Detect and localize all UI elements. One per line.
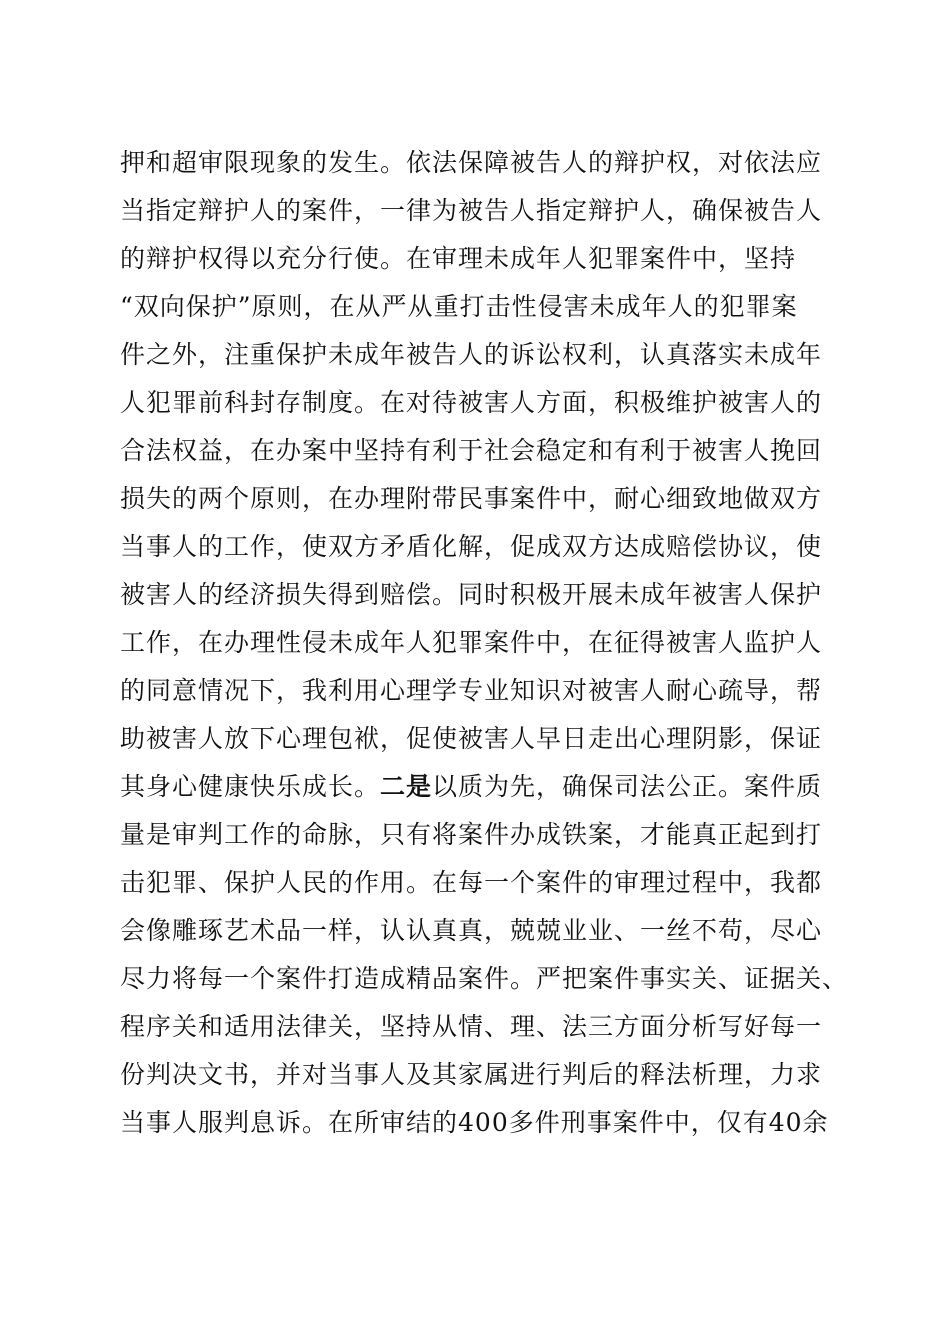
text-line: 的辩护权得以充分行使。在审理未成年人犯罪案件中，坚持 [120,244,797,273]
text-line: 击犯罪、保护人民的作用。在每一个案件的审理过程中，我都 [120,868,823,897]
text-line: 合法权益，在办案中坚持有利于社会稳定和有利于被害人挽回 [120,436,823,465]
text-line: 程序关和适用法律关，坚持从情、理、法三方面分析写好每一 [120,1012,823,1041]
text-line: 助被害人放下心理包袱，促使被害人早日走出心理阴影，保证 [120,724,823,753]
text-line: 人犯罪前科封存制度。在对待被害人方面，积极维护被害人的 [120,388,823,417]
text-line: 会像雕琢艺术品一样，认认真真，兢兢业业、一丝不苟，尽心 [120,916,823,945]
text-line: 的同意情况下，我利用心理学专业知识对被害人耐心疏导，帮 [120,676,823,705]
text-line: 件之外，注重保护未成年被告人的诉讼权利，认真落实未成年 [120,340,823,369]
text-line: 当指定辩护人的案件，一律为被告人指定辩护人，确保被告人 [120,196,823,225]
text-segment: 其身心健康快乐成长。 [120,772,381,801]
text-segment: 以质为先，确保司法公正。案件质 [432,772,823,801]
text-line: 损失的两个原则，在办理附带民事案件中，耐心细致地做双方 [120,484,823,513]
point-heading: 二是 [380,772,433,801]
text-line: 当事人服判息诉。在所审结的400多件刑事案件中，仅有40余 [120,1108,829,1137]
text-line: 被害人的经济损失得到赔偿。同时积极开展未成年被害人保护 [120,580,823,609]
text-line: 尽力将每一个案件打造成精品案件。严把案件事实关、证据关、 [120,964,849,993]
text-line: “双向保护”原则，在从严从重打击性侵害未成年人的犯罪案 [120,292,798,321]
text-line-with-heading [120,763,840,811]
text-line: 份判决文书，并对当事人及其家属进行判后的释法析理，力求 [120,1060,823,1089]
text-line: 押和超审限现象的发生。依法保障被告人的辩护权，对依法应 [120,148,823,177]
text-line: 量是审判工作的命脉，只有将案件办成铁案，才能真正起到打 [120,820,823,849]
text-line: 工作，在办理性侵未成年人犯罪案件中，在征得被害人监护人 [120,628,823,657]
body-text [120,139,849,1147]
text-line: 当事人的工作，使双方矛盾化解，促成双方达成赔偿协议，使 [120,532,823,561]
